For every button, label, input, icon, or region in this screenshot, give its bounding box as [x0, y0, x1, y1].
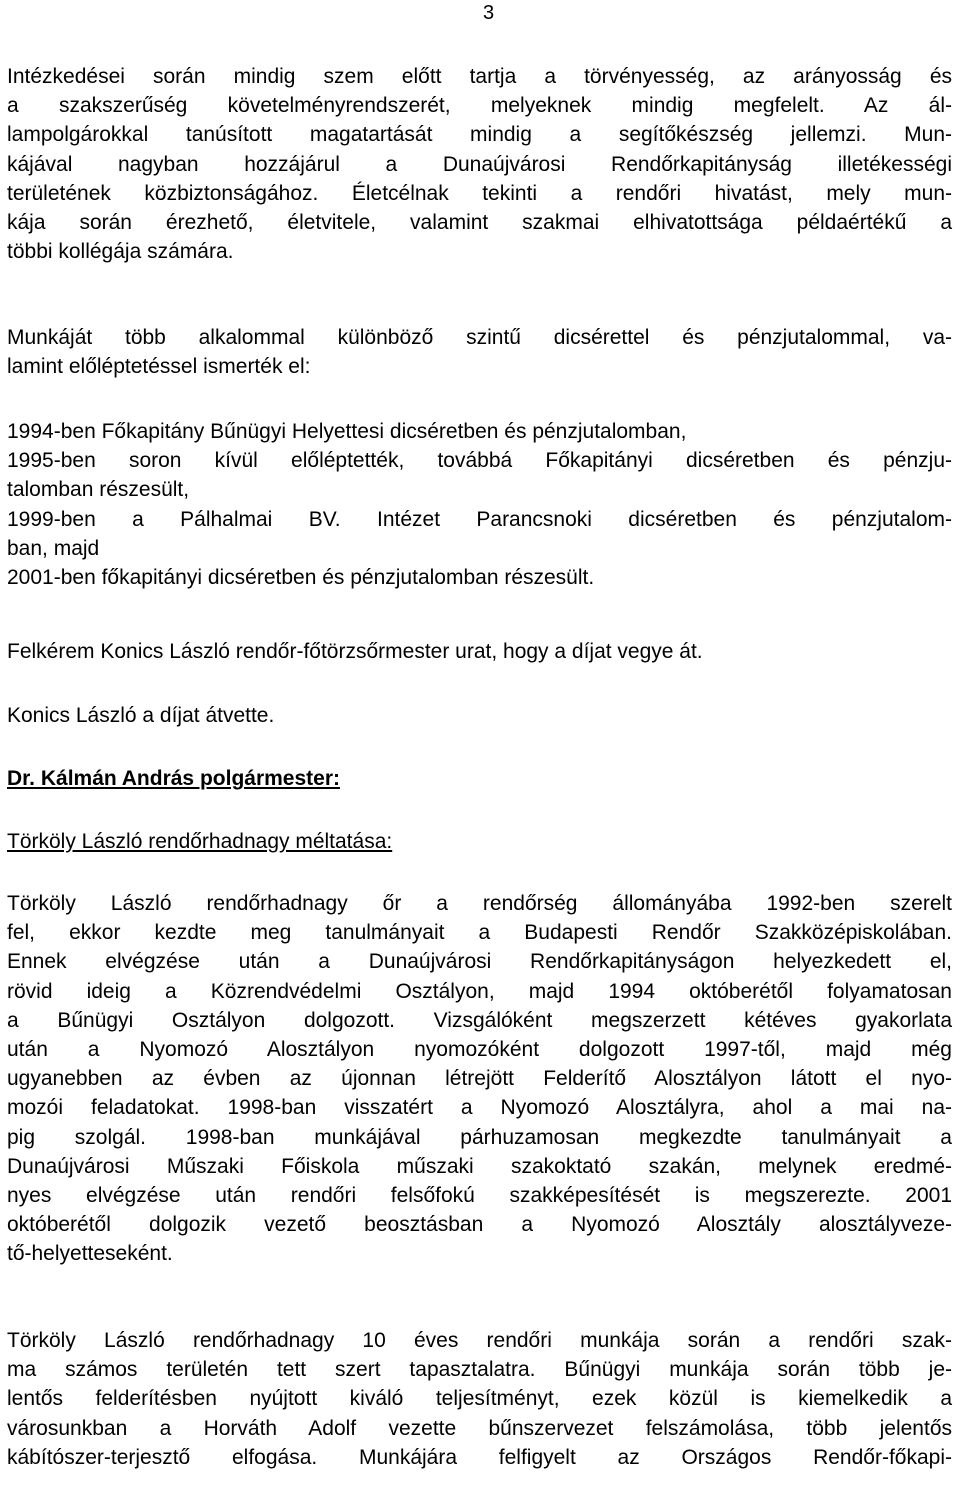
paragraph-award-received: [7, 701, 952, 730]
text-line: Felkérem Konics László rendőr-főtörzsőrmester urat, hogy a díjat vegye át.: [7, 640, 703, 663]
paragraph-recognitions-list: [7, 417, 952, 592]
text-line: ma számos területén tett szert tapasztalatra. Bűnügyi munkája során több je-: [7, 1358, 952, 1382]
text-line: pig szolgál. 1998-ban munkájával párhuzamosan megkezdte tanulmányait a: [7, 1125, 952, 1149]
text-line: lampolgárokkal tanúsított magatartását mindig a segítőkészség jellemzi. Mun-: [7, 123, 952, 147]
text-line: Intézkedései során mindig szem előtt tartja a törvényesség, az arányosság és: [7, 65, 952, 88]
text-line: nyes elvégzése után rendőri felsőfokú szakképesítését is megszerezte. 2001: [7, 1184, 952, 1208]
paragraph-award-request: [7, 637, 952, 666]
text-line: lentős felderítésben nyújtott kiváló teljesítményt, ezek közül is kiemelkedik a: [7, 1387, 952, 1411]
text-line: 1995-ben soron kívül előléptették, továbbá Főkapitányi dicséretben és pénzju-: [7, 449, 952, 473]
text-line: Törköly László rendőrhadnagy 10 éves rendőri munkája során a rendőri szak-: [7, 1329, 952, 1352]
text-line: rövid ideig a Közrendvédelmi Osztályon, majd 1994 októberétől folyamatosan: [7, 979, 952, 1003]
page-number: 3: [483, 2, 495, 24]
text-line: Ennek elvégzése után a Dunaújvárosi Rendőrkapitányságon helyezkedett el,: [7, 950, 952, 974]
paragraph-achievements: [7, 1326, 952, 1472]
text-line: 2001-ben főkapitányi dicséretben és pénzjutalomban részesült.: [7, 566, 595, 590]
text-line: többi kollégája számára.: [7, 240, 234, 264]
text-line: mozói feladatokat. 1998-ban visszatért a Nyomozó Alosztályra, ahol a mai na-: [7, 1096, 952, 1120]
text-line: fel, ekkor kezdte meg tanulmányait a Budapesti Rendőr Szakközépiskolában.: [7, 921, 952, 945]
text-line: októberétől dolgozik vezető beosztásban a Nyomozó Alosztály alosztályveze-: [7, 1213, 952, 1237]
text-line: területének közbiztonságához. Életcélnak tekinti a rendőri hivatást, mely mun-: [7, 181, 952, 205]
text-line: ugyanebben az évben az újonnan létrejött Felderítő Alosztályon látott el nyo-: [7, 1067, 952, 1091]
text-line: kájával nagyban hozzájárul a Dunaújvárosi Rendőrkapitányság illetékességi: [7, 152, 952, 176]
text-line: kábítószer-terjesztő elfogása. Munkájára felfigyelt az Országos Rendőr-főkapi-: [7, 1445, 952, 1469]
text-line: tő-helyetteseként.: [7, 1242, 173, 1266]
text-line: talomban részesült,: [7, 478, 190, 502]
text-line: Dunaújvárosi Műszaki Főiskola műszaki szakoktató szakán, melynek eredmé-: [7, 1154, 952, 1178]
text-line: a szakszerűség követelményrendszerét, melyeknek mindig megfelelt. Az ál-: [7, 94, 952, 118]
text-line: városunkban a Horváth Adolf vezette bűnszervezet felszámolása, több jelentős: [7, 1416, 952, 1440]
subheading-text: Törköly László rendőrhadnagy méltatása:: [7, 830, 393, 853]
text-line: ban, majd: [7, 536, 100, 560]
paragraph-recognitions-intro: [7, 323, 952, 381]
paragraph-career: [7, 889, 952, 1269]
text-line: lamint előléptetéssel ismerték el:: [7, 355, 311, 379]
paragraph-service-conduct: [7, 62, 952, 266]
text-line: 1999-ben a Pálhalmai BV. Intézet Parancsnoki dicséretben és pénzjutalom-: [7, 507, 952, 531]
speaker-name: Dr. Kálmán András polgármester:: [7, 767, 340, 790]
text-line: után a Nyomozó Alosztályon nyomozóként dolgozott 1997-től, majd még: [7, 1038, 952, 1062]
text-line: kája során érezhető, életvitele, valamint szakmai elhivatottsága példaértékű a: [7, 211, 952, 235]
text-line: Munkáját több alkalommal különböző szintű dicsérettel és pénzjutalommal, va-: [7, 326, 952, 349]
text-line: Konics László a díjat átvette.: [7, 704, 275, 727]
speaker-heading: [7, 764, 952, 793]
text-line: 1994-ben Főkapitány Bűnügyi Helyettesi dicséretben és pénzjutalomban,: [7, 420, 687, 443]
text-line: a Bűnügyi Osztályon dolgozott. Vizsgálóként megszerzett kétéves gyakorlata: [7, 1008, 952, 1032]
text-line: Törköly László rendőrhadnagy őr a rendőrség állományába 1992-ben szerelt: [7, 892, 952, 915]
section-subheading: [7, 827, 952, 856]
